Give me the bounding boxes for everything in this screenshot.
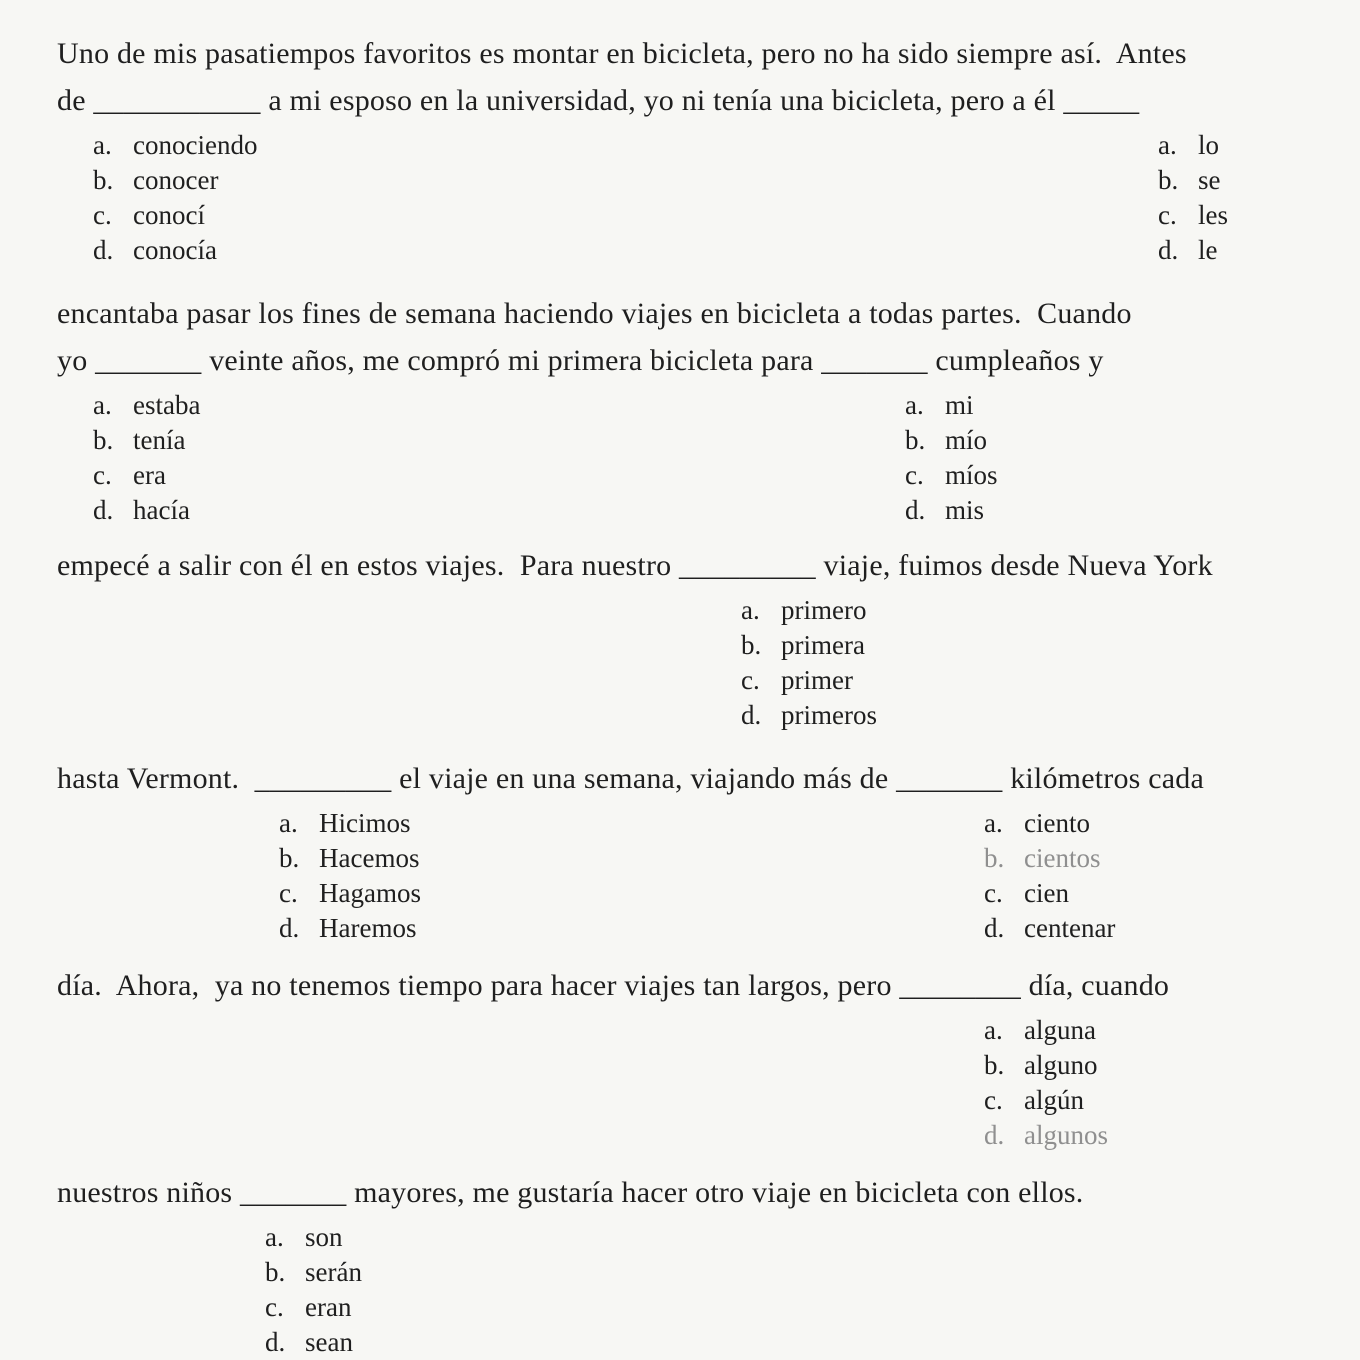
paragraph-line: encantaba pasar los fines de semana haciendo viajes en bicicleta a todas partes. Cuando xyxy=(57,297,1132,330)
question-paragraph xyxy=(57,542,1320,589)
option-item xyxy=(905,423,998,458)
option-text: alguna xyxy=(1024,1015,1096,1045)
option-text: mis xyxy=(945,495,985,525)
question-block xyxy=(57,290,1320,528)
option-item xyxy=(741,698,877,733)
options-group xyxy=(984,806,1115,946)
option-item xyxy=(93,493,200,528)
option-letter: c. xyxy=(984,1085,1003,1115)
option-letter: a. xyxy=(984,808,1003,838)
option-letter: d. xyxy=(905,495,926,525)
option-item xyxy=(93,163,257,198)
option-text: conociendo xyxy=(133,130,258,160)
option-item xyxy=(984,876,1115,911)
option-letter: a. xyxy=(984,1015,1003,1045)
option-item xyxy=(984,1118,1108,1153)
option-text: algún xyxy=(1024,1085,1084,1115)
option-item xyxy=(984,806,1115,841)
options-group xyxy=(984,1013,1108,1153)
option-text: conocía xyxy=(133,235,217,265)
option-item xyxy=(93,458,200,493)
option-item xyxy=(741,663,877,698)
question-paragraph xyxy=(57,290,1320,384)
option-text: algunos xyxy=(1024,1120,1108,1150)
option-item xyxy=(741,593,877,628)
option-text: estaba xyxy=(133,390,201,420)
paragraph-line: Uno de mis pasatiempos favoritos es montar en bicicleta, pero no ha sido siempre así. Antes xyxy=(57,37,1187,70)
option-letter: a. xyxy=(741,595,760,625)
option-text: primeros xyxy=(781,700,877,730)
paragraph-line: hasta Vermont. _________ el viaje en una semana, viajando más de _______ kilómetros cada xyxy=(57,762,1204,795)
option-text: primer xyxy=(781,665,853,695)
options-row xyxy=(57,593,1320,733)
option-item xyxy=(93,388,200,423)
option-letter: c. xyxy=(741,665,760,695)
option-letter: b. xyxy=(265,1257,286,1287)
option-text: eran xyxy=(305,1292,352,1322)
question-paragraph xyxy=(57,1169,1320,1216)
question-block xyxy=(57,30,1320,268)
option-letter: b. xyxy=(93,425,114,455)
option-text: primero xyxy=(781,595,867,625)
question-paragraph xyxy=(57,30,1320,124)
option-item xyxy=(905,388,998,423)
option-item xyxy=(265,1255,362,1290)
option-item xyxy=(265,1325,362,1360)
option-letter: c. xyxy=(93,460,112,490)
option-letter: a. xyxy=(1158,130,1177,160)
option-text: hacía xyxy=(133,495,190,525)
options-row xyxy=(57,1220,1320,1360)
options-group xyxy=(93,128,257,268)
option-text: se xyxy=(1198,165,1221,195)
option-letter: a. xyxy=(265,1222,284,1252)
option-text: míos xyxy=(945,460,998,490)
option-item xyxy=(279,911,421,946)
option-letter: b. xyxy=(905,425,926,455)
option-text: cien xyxy=(1024,878,1069,908)
option-item xyxy=(905,493,998,528)
option-item xyxy=(741,628,877,663)
option-text: son xyxy=(305,1222,343,1252)
option-letter: c. xyxy=(1158,200,1177,230)
option-letter: a. xyxy=(279,808,298,838)
option-item xyxy=(1158,233,1228,268)
option-item xyxy=(1158,128,1228,163)
option-letter: a. xyxy=(93,390,112,420)
option-text: centenar xyxy=(1024,913,1116,943)
option-item xyxy=(279,876,421,911)
option-item xyxy=(279,806,421,841)
option-letter: a. xyxy=(93,130,112,160)
options-group xyxy=(1158,128,1228,268)
option-item xyxy=(984,911,1115,946)
question-paragraph xyxy=(57,755,1320,802)
option-text: serán xyxy=(305,1257,362,1287)
option-letter: d. xyxy=(93,495,114,525)
question-block xyxy=(57,1169,1320,1360)
option-letter: d. xyxy=(984,913,1005,943)
option-letter: b. xyxy=(741,630,762,660)
option-text: alguno xyxy=(1024,1050,1098,1080)
paragraph-line: yo _______ veinte años, me compró mi primera bicicleta para _______ cumpleaños y xyxy=(57,344,1104,377)
option-text: lo xyxy=(1198,130,1220,160)
option-letter: c. xyxy=(279,878,298,908)
option-text: Hagamos xyxy=(319,878,421,908)
options-row xyxy=(57,806,1320,946)
option-letter: b. xyxy=(279,843,300,873)
options-row xyxy=(57,1013,1320,1153)
option-item xyxy=(984,1013,1108,1048)
option-text: sean xyxy=(305,1327,353,1357)
option-item xyxy=(1158,198,1228,233)
option-letter: b. xyxy=(984,1050,1005,1080)
option-letter: d. xyxy=(1158,235,1179,265)
option-text: era xyxy=(133,460,166,490)
option-text: mío xyxy=(945,425,988,455)
option-letter: c. xyxy=(93,200,112,230)
options-group xyxy=(905,388,998,528)
option-letter: b. xyxy=(984,843,1005,873)
options-group xyxy=(93,388,200,528)
option-item xyxy=(93,233,257,268)
option-letter: a. xyxy=(905,390,924,420)
option-letter: d. xyxy=(93,235,114,265)
option-letter: c. xyxy=(905,460,924,490)
options-group xyxy=(741,593,877,733)
option-item xyxy=(984,1048,1108,1083)
paragraph-line: nuestros niños _______ mayores, me gustaría hacer otro viaje en bicicleta con ellos. xyxy=(57,1176,1084,1209)
question-block xyxy=(57,962,1320,1153)
option-letter: d. xyxy=(279,913,300,943)
option-item xyxy=(265,1220,362,1255)
option-letter: b. xyxy=(1158,165,1179,195)
option-letter: d. xyxy=(741,700,762,730)
option-letter: d. xyxy=(265,1327,286,1357)
option-item xyxy=(93,423,200,458)
option-text: Hacemos xyxy=(319,843,420,873)
option-letter: d. xyxy=(984,1120,1005,1150)
option-text: primera xyxy=(781,630,865,660)
option-item xyxy=(93,198,257,233)
option-item xyxy=(93,128,257,163)
option-letter: b. xyxy=(93,165,114,195)
option-item xyxy=(265,1290,362,1325)
question-block xyxy=(57,542,1320,733)
options-row xyxy=(57,128,1320,268)
question-paragraph xyxy=(57,962,1320,1009)
option-item xyxy=(1158,163,1228,198)
options-row xyxy=(57,388,1320,528)
option-text: tenía xyxy=(133,425,186,455)
options-group xyxy=(265,1220,362,1360)
option-item xyxy=(984,1083,1108,1118)
option-item xyxy=(905,458,998,493)
paragraph-line: día. Ahora, ya no tenemos tiempo para hacer viajes tan largos, pero ________ día, cuando xyxy=(57,969,1170,1002)
option-text: Haremos xyxy=(319,913,417,943)
option-text: Hicimos xyxy=(319,808,411,838)
paragraph-line: de ___________ a mi esposo en la universidad, yo ni tenía una bicicleta, pero a él _____ xyxy=(57,84,1140,117)
option-text: cientos xyxy=(1024,843,1101,873)
option-item xyxy=(279,841,421,876)
option-text: ciento xyxy=(1024,808,1090,838)
paragraph-line: empecé a salir con él en estos viajes. Para nuestro _________ viaje, fuimos desde Nueva York xyxy=(57,549,1213,582)
option-text: les xyxy=(1198,200,1228,230)
options-group xyxy=(279,806,421,946)
option-text: le xyxy=(1198,235,1218,265)
option-letter: c. xyxy=(984,878,1003,908)
option-text: conocer xyxy=(133,165,219,195)
option-letter: c. xyxy=(265,1292,284,1322)
option-text: conocí xyxy=(133,200,205,230)
option-text: mi xyxy=(945,390,974,420)
question-block xyxy=(57,755,1320,946)
option-item xyxy=(984,841,1115,876)
